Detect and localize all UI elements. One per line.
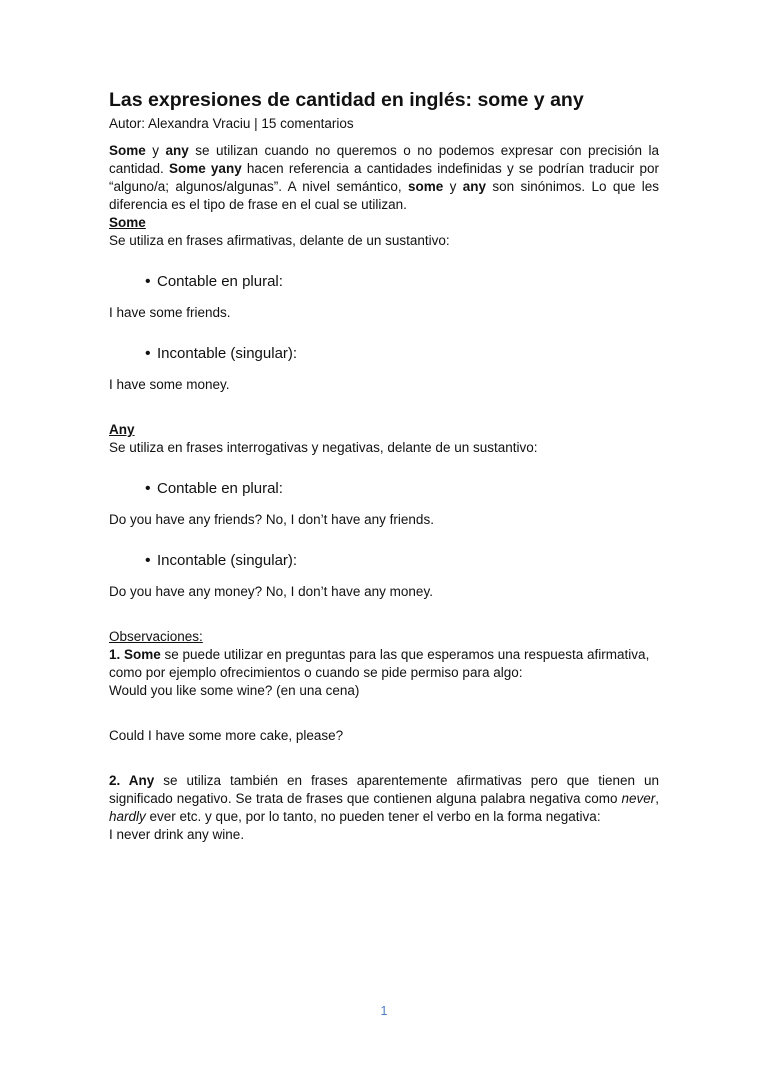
intro-paragraph: Some y any se utilizan cuando no queremos o no podemos expresar con precisión la cantidad. Some yany hacen referencia a cantidades indefinidas y se podrían traducir por “alguno/a; algunos/algunas”. A nivel semántico, some y any son sinónimos. Lo que les diferencia es el tipo de frase en el cual se utilizan. [109,143,659,212]
bullet-icon: • [145,345,151,362]
bullet-icon: • [145,552,151,569]
list-item: • Incontable (singular): [145,345,298,362]
section-some-description: Se utiliza en frases afirmativas, delante de un sustantivo: [109,233,450,248]
list-item: • Incontable (singular): [145,552,298,569]
observations-heading: Observaciones: [109,629,203,644]
document-page [109,88,659,844]
example-sentence: I have some money. [109,377,230,392]
intro-some-any: Some yany [168,161,242,176]
example-sentence: I have some friends. [109,305,231,320]
observation-2: 2. Any se utiliza también en frases aparentemente afirmativas pero que tienen un significado negativo. Se trata de frases que contienen alguna palabra negativa como never, hardly ever etc. y que, por lo tanto, no pueden tener el verbo en la forma negativa: [109,773,660,824]
list-item: • Contable en plural: [145,273,283,290]
example-sentence: Do you have any friends? No, I don’t have any friends. [109,512,434,527]
page-number: 1 [380,1004,388,1018]
page-title: Las expresiones de cantidad en inglés: some y any [109,89,584,111]
example-sentence: Could I have some more cake, please? [109,728,344,743]
bullet-icon: • [145,480,151,497]
intro-any: any [165,143,189,158]
observation-1: 1. Some se puede utilizar en preguntas para las que esperamos una respuesta afirmativa, como por ejemplo ofrecimientos o cuando se pide permiso para algo: [109,647,650,680]
section-any-heading: Any [109,422,135,437]
list-item: • Contable en plural: [145,480,283,497]
section-any-description: Se utiliza en frases interrogativas y negativas, delante de un sustantivo: [109,440,538,455]
example-sentence: Do you have any money? No, I don’t have any money. [109,584,433,599]
author-line: Autor: Alexandra Vraciu | 15 comentarios [109,116,354,131]
section-some-heading: Some [109,215,146,230]
intro-some: Some [109,143,146,158]
bullet-icon: • [145,273,151,290]
example-sentence: I never drink any wine. [109,827,245,842]
example-sentence: Would you like some wine? (en una cena) [109,683,360,698]
